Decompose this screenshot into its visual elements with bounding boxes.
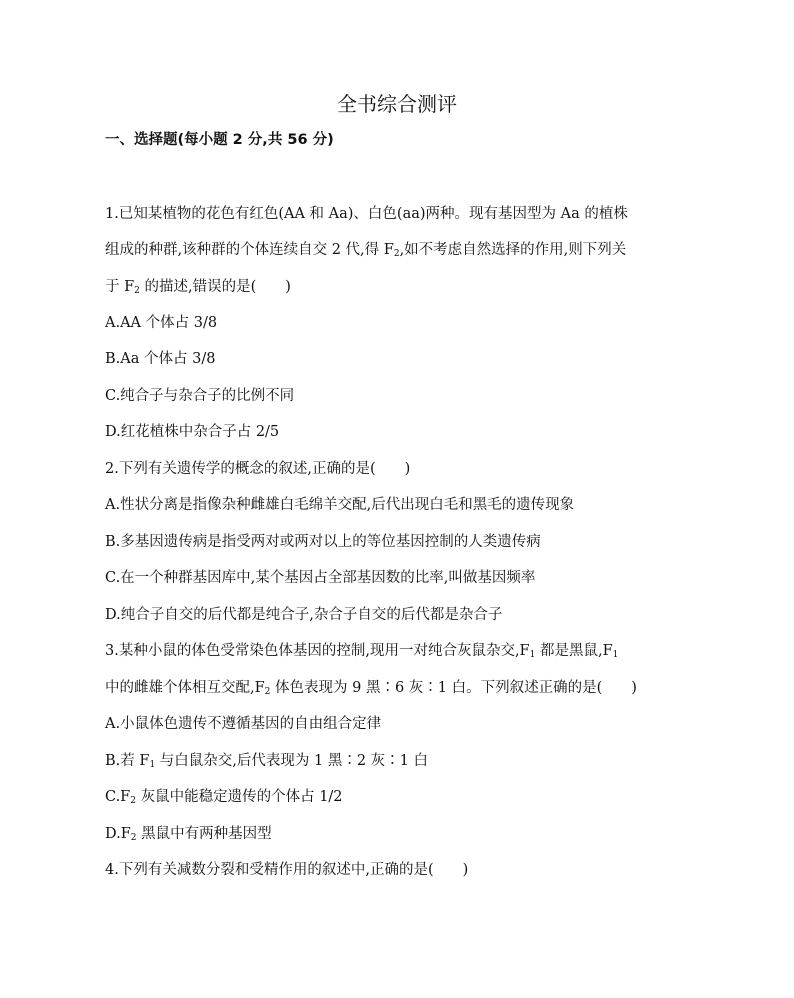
page-title: 全书综合测评 [337,92,457,116]
question-3-option-d: $D.F_2$ 黑鼠中有两种基因型 [105,826,272,843]
question-2-option-c: C.在一个种群基因库中,某个基因占全部基因数的比率,叫做基因频率 [105,570,536,586]
question-1-option-c: C.纯合子与杂合子的比例不同 [105,388,295,404]
question-1-option-b: B.Aa 个体占 3/8 [105,351,216,367]
question-3-stem-line-1: 3.某种小鼠的体色受常染色体基因的控制,现用一对纯合灰鼠杂交$,F_1$ 都是黑鼠$,F_1$ [105,643,619,660]
question-1-option-a: A.AA 个体占 3/8 [105,315,218,331]
question-2-stem-line-1: 2.下列有关遗传学的概念的叙述,正确的是( ) [105,461,411,477]
question-2-option-d: D.纯合子自交的后代都是纯合子,杂合子自交的后代都是杂合子 [105,607,503,623]
question-4-stem-line-1: 4.下列有关减数分裂和受精作用的叙述中,正确的是( ) [105,862,469,878]
question-3-option-a: A.小鼠体色遗传不遵循基因的自由组合定律 [105,716,382,732]
question-3-stem-line-2: 中的雌雄个体相互交配$,F_2$ 体色表现为 9 黑∶6 灰∶1 白。下列叙述正确的是( ) [105,680,637,697]
question-2-option-b: B.多基因遗传病是指受两对或两对以上的等位基因控制的人类遗传病 [105,534,541,550]
section-heading: 一、选择题(每小题 2 分,共 56 分) [105,132,334,148]
question-1-option-d: D.红花植株中杂合子占 2/5 [105,424,280,440]
question-2-option-a: A.性状分离是指像杂种雌雄白毛绵羊交配,后代出现白毛和黑毛的遗传现象 [105,497,575,513]
question-3-option-c: $C.F_2$ 灰鼠中能稳定遗传的个体占 1/2 [105,789,343,806]
question-1-stem-line-3: 于 $F_2$ 的描述,错误的是( ) [105,279,291,296]
question-3-option-b: B.若 $F_1$ 与白鼠杂交,后代表现为 1 黑∶2 灰∶1 白 [105,753,429,770]
question-1-stem-line-2: 组成的种群,该种群的个体连续自交 2 代,得 $F_2$,如不考虑自然选择的作用,则下列关 [105,242,627,259]
question-1-stem-line-1: 1.已知某植物的花色有红色(AA 和 Aa)、白色(aa)两种。现有基因型为 Aa 的植株 [105,206,628,222]
